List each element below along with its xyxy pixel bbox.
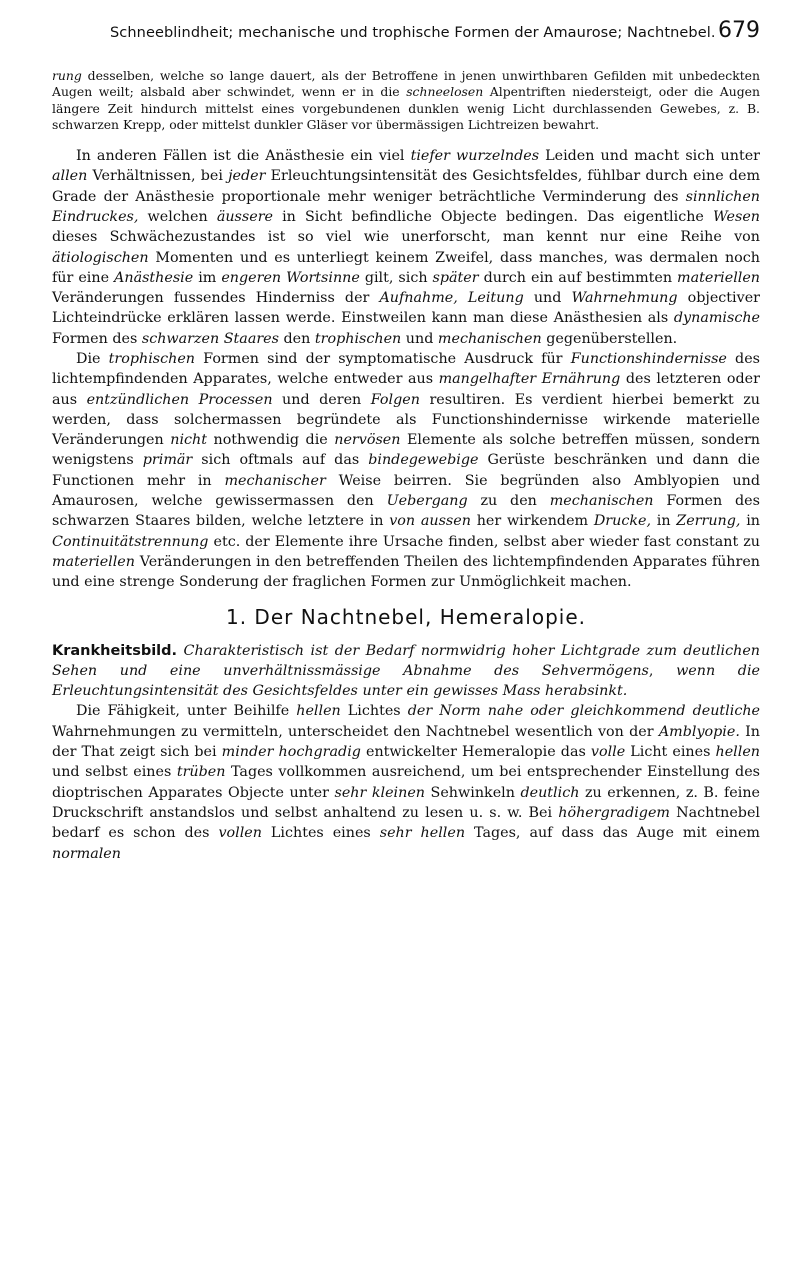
intro-paragraph-small-print [52,68,760,134]
text-run: Elemente als solche betreffen müssen, sondern wenigstens [52,432,760,469]
text-run: welchen [138,208,217,225]
emphasis: trophischen [108,350,196,367]
text-run: sich oftmals auf das [192,452,369,469]
emphasis: trophischen [314,330,402,347]
text-run: In der That zeigt sich bei [52,723,760,761]
text-run: Tages vollkommen ausreichend, um bei entsprechender Einstellung des dioptrischen Apparates Objecte unter [52,764,760,801]
text-run: und selbst eines [52,764,177,781]
emphasis: nervösen [334,432,401,449]
emphasis: Uebergang [386,493,468,510]
text-run: Veränderungen fussendes Hinderniss der [52,290,380,307]
emphasis: bindegewebige [368,452,479,469]
emphasis: entzündlichen Processen [86,391,273,408]
text-run: Formen sind der symptomatische Ausdruck für [195,350,571,367]
emphasis: mechanischen [437,330,542,347]
emphasis: äussere [216,208,273,225]
text-run: durch ein auf bestimmten [478,269,678,286]
emphasis: minder hochgradig [221,744,361,761]
emphasis: Drucke, [593,513,652,530]
emphasis: wenn die Erleuchtungsintensität des Gesichtsfeldes unter ein gewisses Mass herabsinkt. [52,662,760,700]
emphasis: materiellen [677,269,761,286]
text-run: Licht eines [625,744,716,761]
text-run: Die Fähigkeit, unter Beihilfe [76,703,297,720]
text-run: Erleuchtungsintensität des Gesichtsfeldes, fühlbar durch eine dem Grade der Anästhesie proportionale mehr weniger beträchtliche Verminderung des [52,168,761,205]
emphasis: ätiologischen [52,249,149,266]
emphasis: hellen [715,744,760,761]
text-run: im [193,269,222,286]
emphasis: nicht [170,432,207,449]
emphasis: trüben [176,764,226,781]
text-run: Lichtes [340,703,408,720]
text-run: Leiden und macht sich unter [539,148,760,165]
emphasis: Functionshindernisse [570,350,727,367]
emphasis: vollen [218,825,262,842]
emphasis: höhergradigem [558,804,670,821]
emphasis: der Norm nahe oder gleichkommend deutliche [407,703,761,720]
text-run: etc. der Elemente ihre Ursache finden, selbst aber wieder fast constant zu [208,533,760,550]
emphasis: primär [142,452,193,469]
text-run: Formen des schwarzen Staares bilden, welche letztere in [52,493,760,530]
text-run: Formen des [52,330,142,347]
running-header-title: Schneeblindheit; mechanische und trophische Formen der Amaurose; Nachtnebel. [110,25,716,41]
text-run: Tages, auf dass das Auge mit einem [465,825,760,842]
text-run: in Sicht befindliche Objecte bedingen. Das eigentliche [273,208,713,225]
emphasis: hellen [296,703,341,720]
emphasis: Zerrung, [676,513,741,530]
lead-term: Krankheitsbild. [52,642,178,659]
emphasis: Anästhesie [114,269,194,286]
emphasis: von aussen [389,513,471,530]
text-run: Wahrnehmungen zu vermitteln, unterscheidet den Nachtnebel wesentlich von der [52,723,659,740]
text-run: des lichtempfindenden Apparates, welche entweder aus [52,350,760,388]
emphasis: Wesen [713,208,760,225]
text-run: den [278,330,315,347]
text-run: dieses Schwächezustandes ist so viel wie unerforscht, man kennt nur eine Reihe von [52,229,760,246]
emphasis: mangelhafter Ernährung [438,371,621,388]
emphasis: materiellen [52,553,135,570]
emphasis: sinnlichen Eindruckes, [52,188,760,225]
running-header [52,20,760,50]
text-run: desselben, welche so lange dauert, als der Betroffene in jenen unwirthbaren Gefilden mit unbedeckten Augen weilt; alsbald aber schwindet, wenn er in die [52,68,760,100]
text-run: Weise beirren. Sie begründen also Amblyopien und Amaurosen, welche gewissermassen den [52,472,760,510]
text-run: des letzteren oder aus [52,371,760,408]
text-run: entwickelter Hemeralopie das [360,744,591,761]
emphasis: jeder [228,168,266,185]
paragraph-clinical-picture [52,641,760,702]
text-run: , [648,662,677,679]
emphasis: Amblyopie. [658,723,740,740]
emphasis: später [432,269,479,286]
emphasis: allen [52,168,88,185]
emphasis: sehr kleinen [334,784,426,801]
text-run: Momenten und es unterliegt keinem Zweifel, dass manches, was dermalen noch für eine [52,249,760,286]
text-run: In anderen Fällen ist die Anästhesie ein viel [76,148,411,165]
emphasis: Continuitätstrennung [52,533,209,550]
section-heading: 1. Der Nachtnebel, Hemeralopie. [225,604,587,629]
text-run: in [740,513,760,530]
emphasis: schwarzen Staares [141,330,279,347]
text-run: Veränderungen in den betreffenden Theilen des lichtempfindenden Apparates führen und eine strenge Sonderung der fraglichen Formen zur Unmöglichkeit machen. [52,553,760,591]
text-run: gegenüberstellen. [541,330,678,347]
emphasis: volle [590,744,626,761]
paragraph-trophic-forms [52,349,760,593]
text-run: zu erkennen, z. B. feine Druckschrift anstandslos und selbst anhaltend zu lesen u. s. w. Bei [52,784,761,821]
book-page [52,20,760,864]
emphasis: Folgen [370,391,420,408]
emphasis: mechanischen [549,493,654,510]
emphasis: normalen [52,845,121,862]
text-run: in [651,513,677,530]
text-run: Die [76,350,109,367]
emphasis: mechanischer [224,472,326,489]
emphasis: sehr hellen [379,825,466,842]
text-run: Lichtes eines [261,825,380,842]
text-run: Nachtnebel bedarf es schon des [52,804,760,842]
emphasis: Charakteristisch ist der Bedarf normwidrig hoher Lichtgrade zum deutlichen Sehen und eine unverhältnissmässige Abnahme des Sehvermögens [52,642,760,679]
emphasis: schneelosen [406,84,484,100]
text-run: objectiver Lichteindrücke erklären lassen werde. Einstweilen kann man diese Anästhesien als [52,290,760,327]
text-run: Gerüste beschränken und dann die Functionen mehr in [52,452,760,489]
text-run: und deren [272,391,371,408]
page-number: 679 [718,18,760,43]
paragraph-anaesthesia [52,146,760,349]
text-run: und [401,330,438,347]
text-run: und [523,290,572,307]
emphasis: engeren Wortsinne [221,269,360,286]
emphasis: Wahrnehmung [571,290,678,307]
text-run: Sehwinkeln [425,784,521,801]
paragraph-ability [52,701,760,863]
text-run: zu den [467,493,550,510]
emphasis: dynamische [673,310,760,327]
text-run: Alpentriften niedersteigt, oder die Augen längere Zeit hindurch mittelst eines vorgebundenen dunklen wenig Licht durchlassenden Gewebes, z. B. schwarzen Krepp, oder mittelst dunkler Gläser vor übermässigen Lichtreizen bewahrt. [52,84,760,133]
emphasis: deutlich [520,784,580,801]
text-run: nothwendig die [206,432,335,449]
emphasis: rung [52,68,82,83]
text-run: Verhältnissen, bei [87,168,229,185]
emphasis: tiefer wurzelndes [410,148,540,165]
text-run: gilt, sich [359,269,433,286]
text-run: her wirkendem [470,513,594,530]
emphasis: Aufnahme, Leitung [379,290,524,307]
text-run: resultiren. Es verdient hierbei bemerkt zu werden, dass solchermassen begründete als Functionshindernisse wirkende materielle Veränderungen [52,391,760,449]
